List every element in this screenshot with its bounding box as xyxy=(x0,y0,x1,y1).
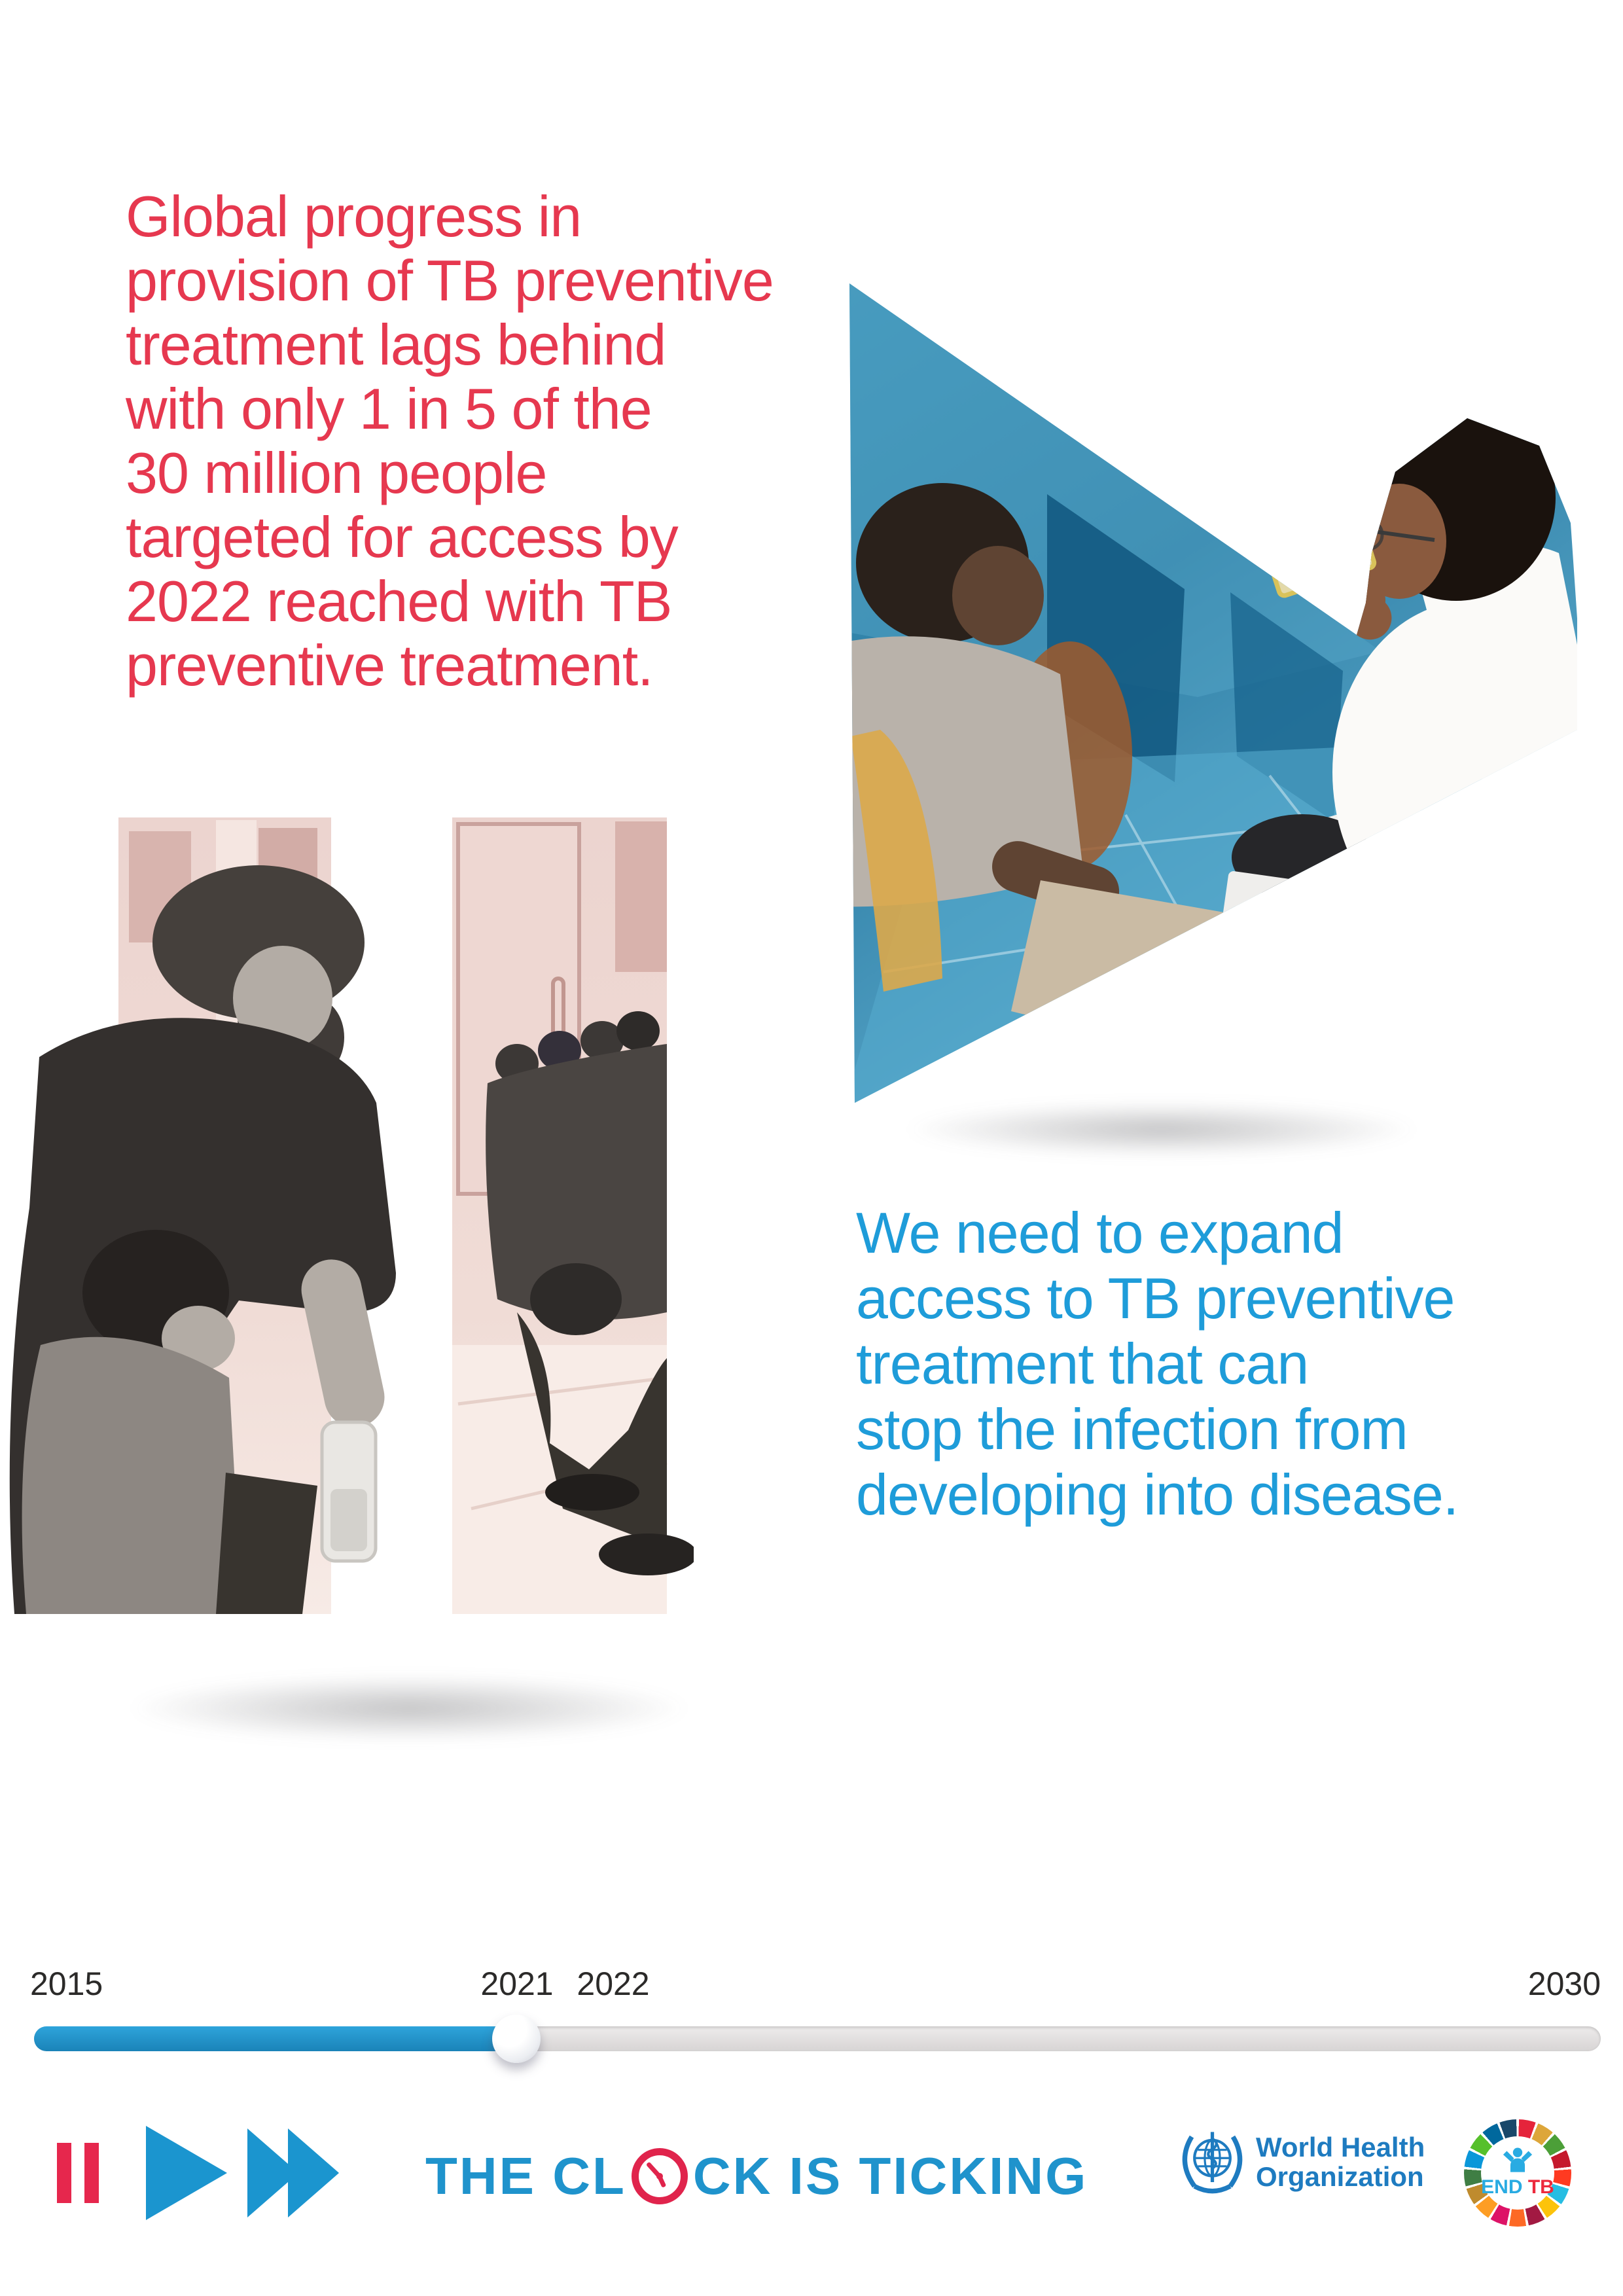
clock-center-dot xyxy=(656,2173,663,2179)
person-arms-up-icon xyxy=(1501,2147,1535,2175)
headline-line: 2022 reached with TB xyxy=(126,569,672,634)
timeline-label-2021: 2021 xyxy=(480,1965,554,2002)
pause-icon[interactable] xyxy=(57,2143,99,2203)
timeline-label-2030: 2030 xyxy=(1527,1965,1601,2002)
logo-text-before: THE CL xyxy=(425,2147,626,2205)
who-logo xyxy=(1178,2127,1425,2196)
nurse-counselling-patient-photo xyxy=(844,278,1577,1106)
end-tb-logo xyxy=(1464,2119,1571,2227)
message-blue xyxy=(856,1200,1458,1528)
end-tb-text-tb: TB xyxy=(1527,2176,1554,2198)
timeline-slider-track[interactable] xyxy=(34,2026,1601,2051)
who-logo-line1: World Health xyxy=(1256,2131,1425,2162)
headline-line: preventive treatment. xyxy=(126,633,653,698)
message-line: access to TB preventive xyxy=(856,1266,1455,1331)
clock-icon xyxy=(632,2148,688,2204)
headline-line: with only 1 in 5 of the xyxy=(126,376,652,441)
mother-and-child-figures xyxy=(10,865,396,1614)
play-icon[interactable] xyxy=(146,2126,227,2220)
headline-line: provision of TB preventive xyxy=(126,248,774,313)
who-logo-line2: Organization xyxy=(1256,2161,1424,2192)
message-line: We need to expand xyxy=(856,1200,1344,1265)
headline-line: 30 million people xyxy=(126,440,547,505)
who-emblem-icon xyxy=(1178,2127,1247,2196)
timeline-label-2015: 2015 xyxy=(30,1965,103,2002)
headline-line: targeted for access by xyxy=(126,505,678,569)
headline-line: Global progress in xyxy=(126,184,582,249)
clinic-waiting-room-photo-strip-2 xyxy=(452,817,694,1614)
timeline-slider-fill xyxy=(34,2026,516,2051)
fast-forward-icon[interactable] xyxy=(247,2128,339,2217)
headline-red xyxy=(126,185,774,698)
message-line: stop the infection from xyxy=(856,1397,1408,1462)
end-tb-text-end: END xyxy=(1481,2176,1523,2198)
hero-photo-shadow xyxy=(805,1092,1518,1167)
left-photos-shadow xyxy=(20,1662,798,1754)
timeline-label-2022: 2022 xyxy=(577,1965,650,2002)
the-clock-is-ticking-logo xyxy=(425,2140,1088,2212)
logo-text-after: CK IS TICKING xyxy=(692,2147,1088,2205)
message-line: developing into disease. xyxy=(856,1462,1459,1527)
headline-line: treatment lags behind xyxy=(126,312,666,377)
message-line: treatment that can xyxy=(856,1331,1309,1396)
timeline-slider-handle[interactable] xyxy=(492,2015,541,2063)
clinic-waiting-room-photo-strips xyxy=(0,815,694,1617)
